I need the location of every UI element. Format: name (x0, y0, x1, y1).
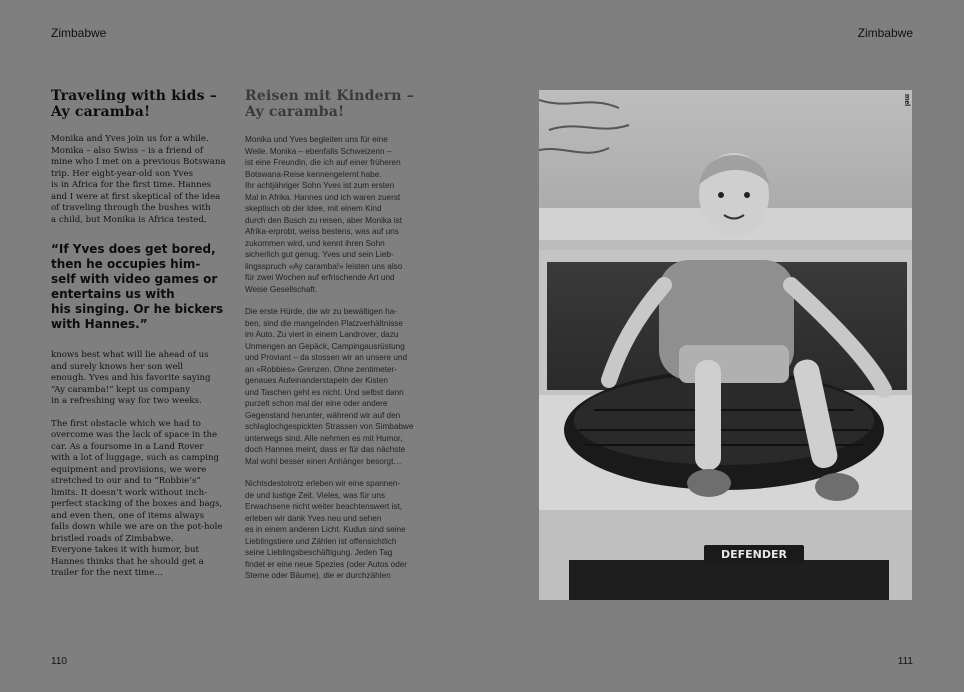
text-line: Lieblingstiere und Zählen ist offensichtlich (245, 536, 397, 546)
text-line: Sterne oder Bäume), die er durchzählen (245, 571, 391, 580)
text-line: is in Africa for the first time. Hannes (51, 180, 212, 190)
text-line: Mal wohl besser einen Anhänger besorgt… (245, 456, 402, 466)
english-paragraph-3 (51, 419, 234, 580)
text-line: lingsspruch «Ay caramba!» leisten uns also (245, 261, 403, 271)
text-line: doch Hannes meint, dass er für das nächste (245, 445, 406, 454)
text-line: “Ay caramba!” kept us company (51, 384, 191, 395)
text-line: findet er eine neue Spezies (oder Autos oder (245, 559, 408, 569)
text-line: schlaglochgespickten Strassen von Simbabwe (245, 422, 414, 431)
text-line: in a refreshing way for two weeks. (51, 396, 202, 406)
quote-line: his singing. Or he bickers (51, 302, 224, 316)
boy-leg-left (695, 360, 721, 470)
german-title-line: Ay caramba! (245, 104, 345, 120)
german-paragraph-3 (245, 478, 435, 582)
defender-badge-text: DEFENDER (721, 548, 787, 561)
text-line: sicherlich gut genug. Yves und sein Lieb- (245, 250, 394, 259)
text-line: skeptisch ob der Idee, mit einem Kind (245, 204, 382, 213)
english-title-line: Ay caramba! (51, 104, 151, 120)
text-line: genaues Aufeinanderstapeln der Kisten (245, 376, 388, 385)
page-number-left: 110 (51, 656, 67, 667)
page-number-right: 111 (897, 656, 913, 667)
german-paragraph-1 (245, 134, 435, 295)
text-line: enough. Yves and his favorite saying (51, 373, 211, 383)
quote-line: with Hannes.” (51, 317, 148, 331)
text-line: Monika – also Swiss – is a friend of (51, 145, 204, 156)
text-line: Ihr achtjähriger Sohn Yves ist zum ersten (245, 181, 395, 190)
german-column (245, 88, 435, 582)
boy-shoe-right (815, 473, 859, 501)
german-title-line: Reisen mit Kindern – (245, 88, 414, 104)
text-line: The first obstacle which we had to (51, 418, 201, 429)
text-line: Unmengen an Gepäck, Campingausrüstung (245, 341, 405, 351)
text-line: purzelt schon mal der eine oder andere (245, 399, 388, 408)
boy-eye-left (718, 192, 724, 198)
text-line: unterwegs sind. Alle nehmen es mit Humor, (245, 433, 403, 443)
text-line: car. As a foursome in a Land Rover (51, 441, 204, 452)
text-line: durch den Busch zu reisen, aber Monika ist (245, 215, 403, 225)
text-line: für zwei Wochen auf erfrischende Art und (245, 273, 395, 282)
text-line: Hannes thinks that he should get a (51, 556, 204, 567)
text-line: Gegenstand herunter, während wir auf den (245, 410, 401, 420)
text-line: stretched to our and to “Robbie’s” (51, 476, 201, 486)
text-line: im Auto. Zu viert in einem Landrover, dazu (245, 330, 399, 339)
text-line: bristled roads of Zimbabwe. (51, 533, 174, 544)
text-line: falls down while we are on the pot-hole (51, 522, 223, 532)
text-line: Everyone takes it with humor, but (51, 545, 199, 555)
photo-boy-on-landrover (539, 90, 912, 600)
text-line: Botswana-Reise kennengelernt habe. (245, 169, 382, 179)
text-line: trailer for the next time… (51, 568, 163, 578)
pull-quote (51, 242, 234, 332)
english-column (51, 88, 234, 580)
text-line: perfect stacking of the boxes and bags, (51, 499, 223, 509)
running-head-right: Zimbabwe (857, 26, 913, 40)
text-line: Weise Gesellschaft. (245, 284, 318, 294)
text-line: a child, but Monika is Africa tested, (51, 214, 207, 225)
english-title (51, 88, 234, 120)
quote-line: “If Yves does get bored, (51, 242, 216, 256)
german-title (245, 88, 435, 120)
text-line: und Taschen geht es nicht. Und selbst dann (245, 387, 404, 397)
english-paragraph-2 (51, 350, 234, 408)
photo-credit: mel (903, 94, 910, 107)
boy-shoe-left (687, 469, 731, 497)
text-line: limits. It doesn’t work without inch- (51, 487, 208, 498)
grille (569, 560, 889, 600)
text-line: of traveling through the bushes with (51, 203, 211, 213)
text-line: erleben wir dank Yves neu und sehen (245, 513, 382, 523)
text-line: trip. Her eight-year-old son Yves (51, 168, 194, 179)
text-line: zukommen wird, und kennt ihren Sohn (245, 238, 385, 248)
text-line: overcome was the lack of space in the (51, 430, 218, 440)
boy-eye-right (744, 192, 750, 198)
text-line: Erwachsene nicht weiter beachtenswert ist, (245, 502, 403, 511)
text-line: Nichtsdestotrotz erleben wir eine spannen- (245, 479, 401, 488)
text-line: and even then, one of items always (51, 510, 205, 521)
text-line: ist eine Freundin, die ich auf einer früheren (245, 158, 401, 167)
text-line: with a lot of luggage, such as camping (51, 453, 219, 463)
text-line: knows best what will lie ahead of us (51, 350, 209, 360)
quote-line: entertains us with (51, 287, 175, 301)
text-line: mine who I met on a previous Botswana (51, 157, 226, 167)
text-line: Die erste Hürde, die wir zu bewältigen ha- (245, 307, 397, 316)
text-line: and surely knows her son well (51, 361, 184, 372)
text-line: and I were at first skeptical of the idea (51, 191, 221, 202)
text-line: ben, sind die mangelnden Platzverhältnisse (245, 318, 403, 328)
english-title-line: Traveling with kids – (51, 88, 218, 104)
text-line: seine Lieblingsbeschäftigung. Jeden Tag (245, 548, 393, 557)
text-line: de und lustige Zeit. Vieles, was für uns (245, 490, 386, 500)
quote-line: self with video games or (51, 272, 218, 286)
text-line: und Proviant – da stossen wir an unsere und (245, 353, 408, 362)
text-line: an «Robbies» Grenzen. Ohne zentimeter- (245, 364, 398, 374)
quote-line: then he occupies him- (51, 257, 201, 271)
text-line: Mal in Afrika. Hannes und ich waren zuerst (245, 192, 401, 202)
photo-illustration (539, 90, 912, 600)
text-line: Monika and Yves join us for a while. (51, 134, 209, 144)
text-line: Afrika-erprobt, weiss bestens, was auf uns (245, 227, 399, 236)
text-line: Monika und Yves begleiten uns für eine (245, 135, 388, 144)
english-paragraph-1 (51, 134, 234, 226)
running-head-left: Zimbabwe (51, 26, 107, 40)
german-paragraph-2 (245, 306, 435, 467)
text-line: Weile. Monika – ebenfalls Schweizerin – (245, 146, 392, 156)
text-line: equipment and provisions, we were (51, 464, 207, 475)
text-line: es in einem anderen Licht. Kudus sind seine (245, 525, 406, 534)
